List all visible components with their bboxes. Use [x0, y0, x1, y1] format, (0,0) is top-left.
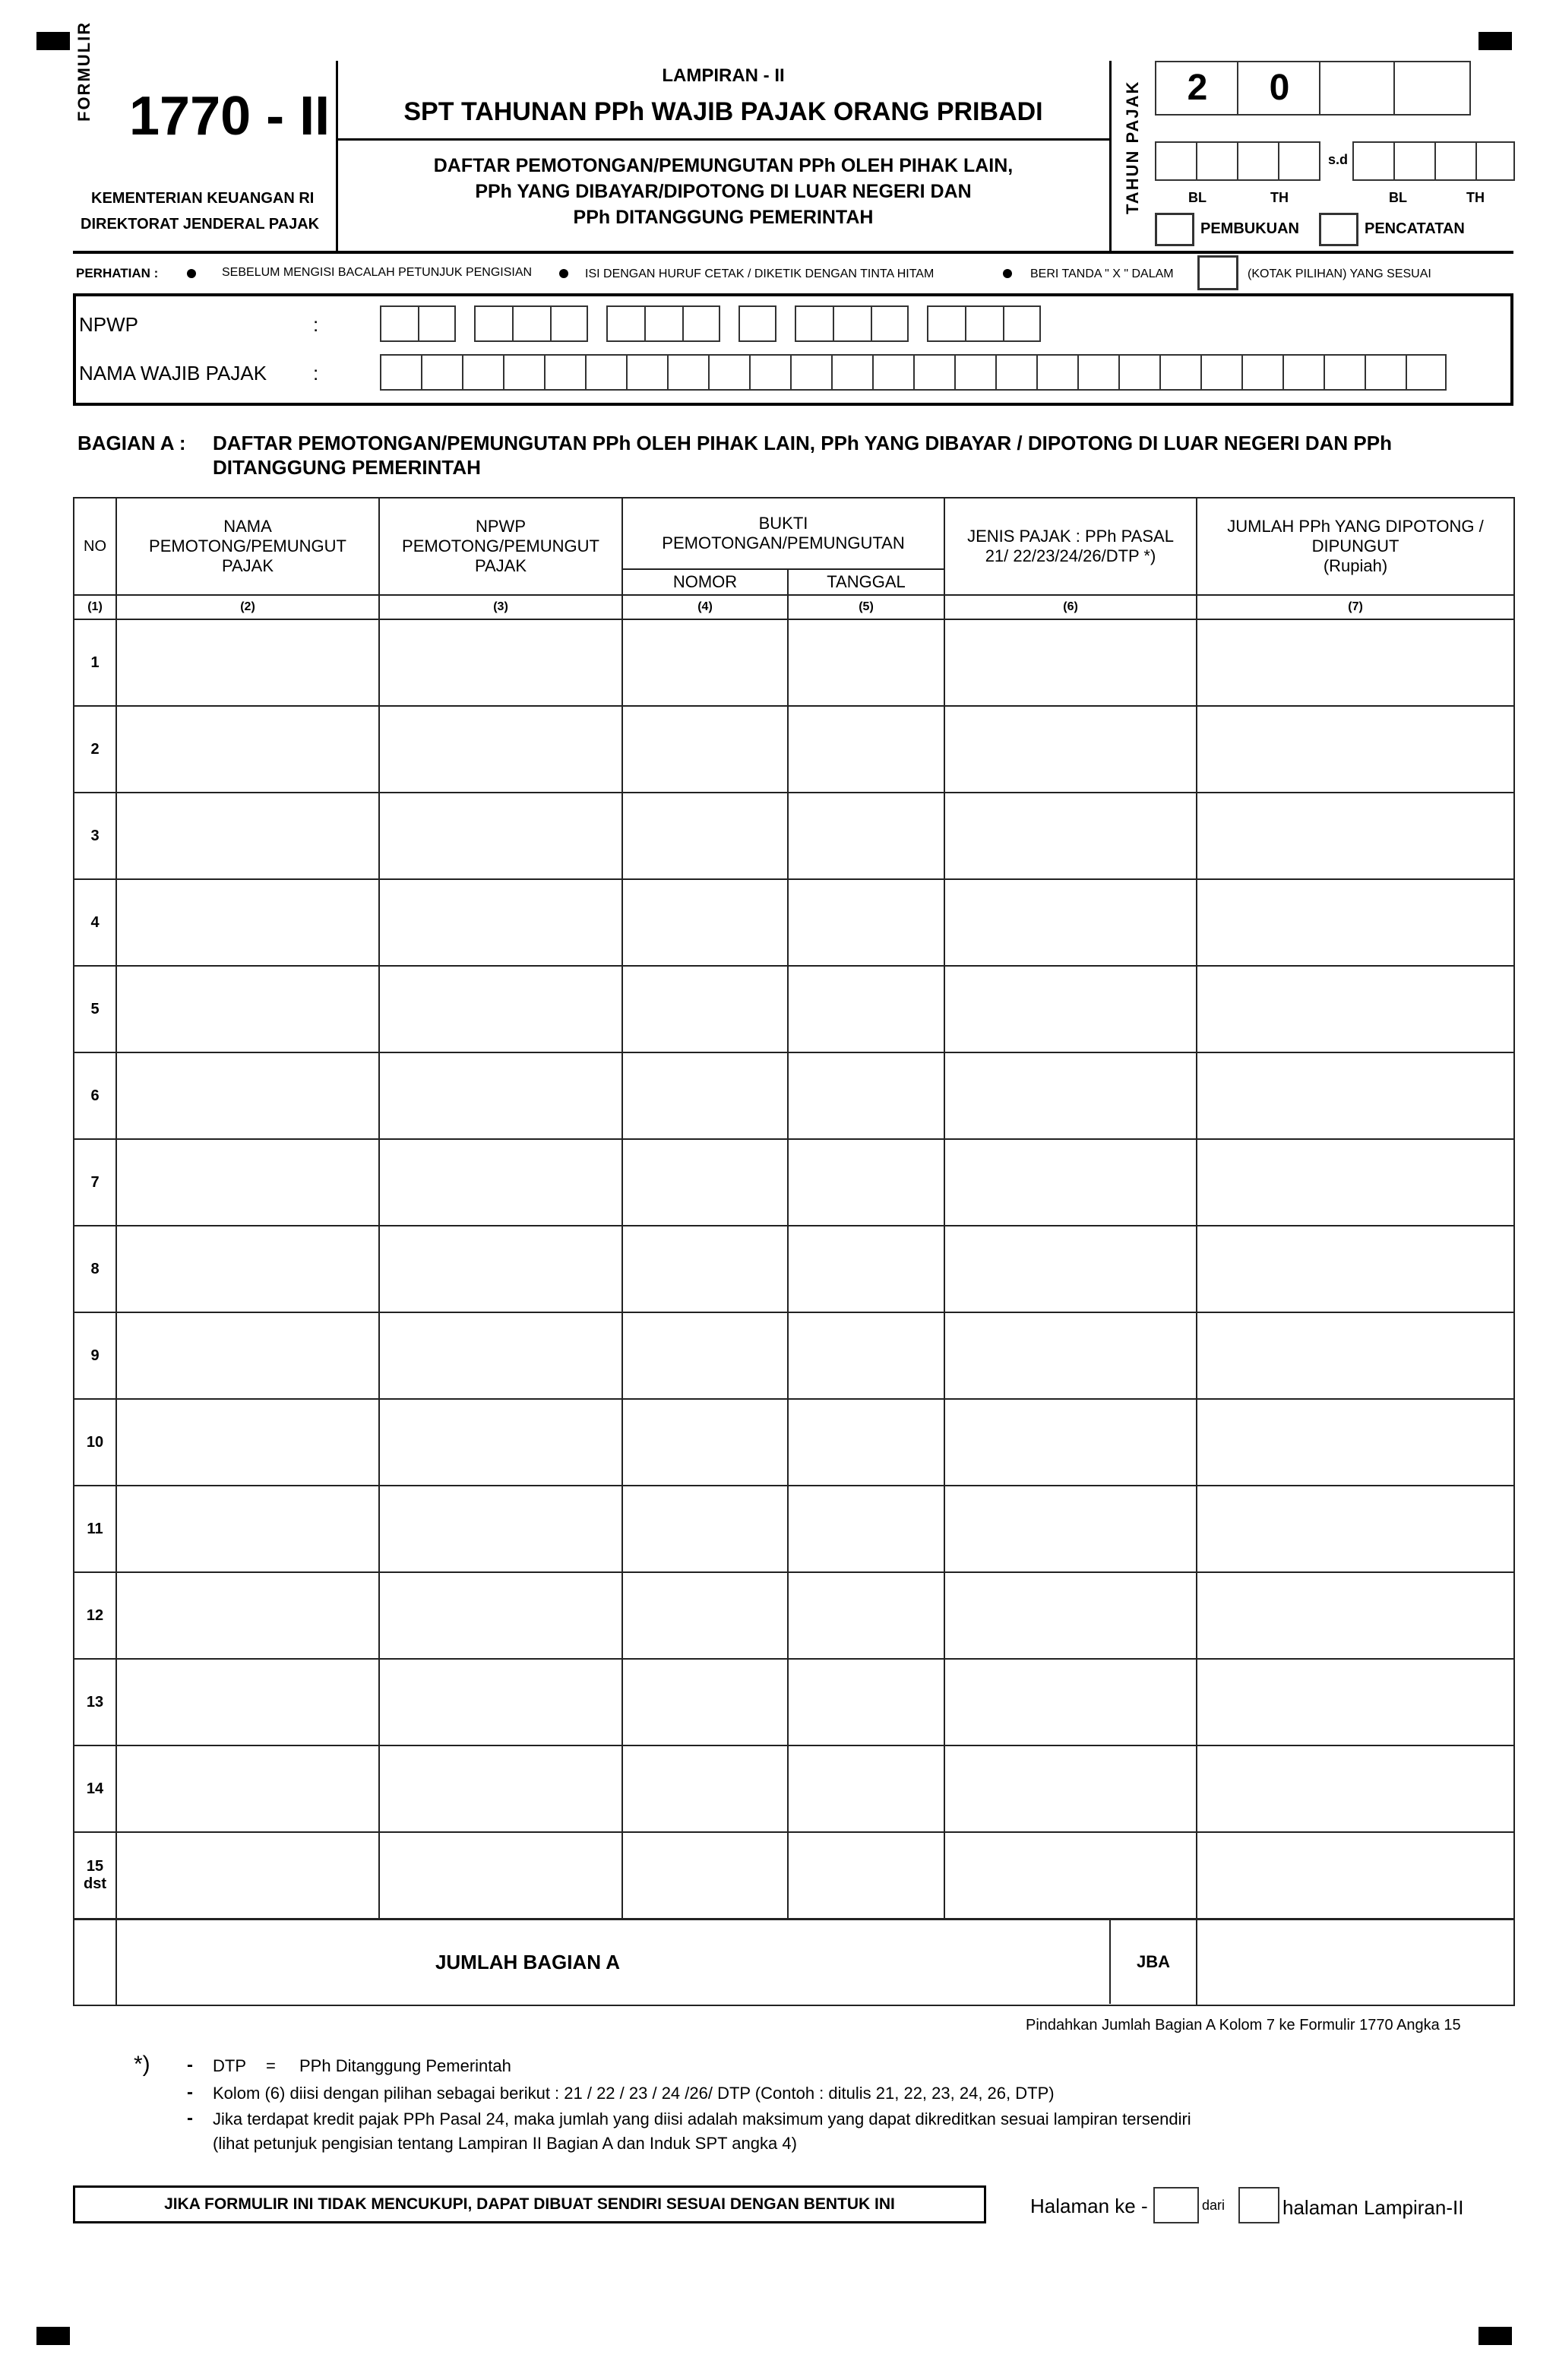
table-row [74, 1399, 1514, 1486]
pindahkan-note: Pindahkan Jumlah Bagian A Kolom 7 ke Formulir 1770 Angka 15 [1026, 2017, 1461, 2033]
registration-mark-bottom-right [1479, 2327, 1512, 2345]
tanggal-cell[interactable] [788, 1572, 944, 1659]
row-number-cell [74, 1832, 116, 1919]
jenis-cell[interactable] [944, 1312, 1197, 1399]
nama-cell[interactable] [116, 879, 379, 966]
npwp-group-5 [795, 305, 909, 342]
header-tanggal: TANGGAL [788, 569, 944, 595]
nama-cell[interactable] [1324, 354, 1365, 391]
sd-label: s.d [1328, 152, 1349, 167]
bagian-a-title-line-2: DITANGGUNG PEMERINTAH [213, 456, 481, 479]
nama-cell[interactable] [116, 619, 379, 706]
nama-cell[interactable] [790, 354, 831, 391]
npwp-cell[interactable] [474, 305, 512, 342]
nama-input[interactable] [380, 354, 1465, 391]
column-number: (7) [1197, 595, 1514, 619]
nama-cell[interactable] [585, 354, 626, 391]
nomor-cell[interactable] [622, 1312, 788, 1399]
jenis-cell[interactable] [944, 1659, 1197, 1745]
form-subtitle-line-2: PPh YANG DIBAYAR/DIPOTONG DI LUAR NEGERI DAN [475, 181, 972, 202]
period-start-month-1[interactable] [1155, 141, 1197, 181]
jenis-cell[interactable] [944, 879, 1197, 966]
nama-cell[interactable] [1241, 354, 1282, 391]
tanggal-cell[interactable] [788, 1226, 944, 1312]
bagian-a-label: BAGIAN A : [77, 432, 186, 454]
table-row [74, 619, 1514, 706]
bagian-a-table [73, 497, 1515, 2006]
npwp-cell[interactable] [379, 1745, 622, 1832]
formulir-label: FORMULIR [74, 21, 93, 122]
jumlah-cell[interactable] [1197, 966, 1514, 1052]
tanggal-cell[interactable] [788, 1832, 944, 1919]
perhatian-item-3-end: (KOTAK PILIHAN) YANG SESUAI [1248, 267, 1431, 280]
tanggal-cell[interactable] [788, 1659, 944, 1745]
header-jumlah-text: JUMLAH PPh YANG DIPOTONG / DIPUNGUT [1227, 517, 1484, 555]
row-number-dst: dst [84, 1875, 106, 1892]
tanggal-cell[interactable] [788, 879, 944, 966]
npwp-cell[interactable] [379, 966, 622, 1052]
npwp-label: NPWP [79, 313, 138, 336]
example-checkbox [1197, 255, 1238, 290]
form-subtitle-line-3: PPh DITANGGUNG PEMERINTAH [573, 207, 874, 228]
npwp-cell[interactable] [379, 1832, 622, 1919]
note-1-equals: = [266, 2056, 276, 2075]
npwp-cell[interactable] [644, 305, 682, 342]
npwp-cell[interactable] [795, 305, 833, 342]
row-number: 9 [74, 1312, 116, 1399]
nama-cell[interactable] [1365, 354, 1406, 391]
registration-mark-top-left [36, 32, 70, 50]
perhatian-item-2: ISI DENGAN HURUF CETAK / DIKETIK DENGAN TINTA HITAM [585, 267, 935, 280]
nama-cell[interactable] [116, 1486, 379, 1572]
total-value-cell[interactable] [1197, 1919, 1514, 2005]
column-number: (4) [622, 595, 788, 619]
form-title: SPT TAHUNAN PPh WAJIB PAJAK ORANG PRIBADI [403, 97, 1043, 126]
tanggal-cell[interactable] [788, 793, 944, 879]
nama-cell[interactable] [626, 354, 667, 391]
nomor-cell[interactable] [622, 879, 788, 966]
nama-cell[interactable] [116, 1832, 379, 1919]
nama-cell[interactable] [1036, 354, 1077, 391]
nama-colon: : [313, 362, 319, 385]
npwp-group-3 [606, 305, 720, 342]
nama-cell[interactable] [995, 354, 1036, 391]
nomor-cell[interactable] [622, 1745, 788, 1832]
nomor-cell[interactable] [622, 1659, 788, 1745]
tanggal-cell[interactable] [788, 1312, 944, 1399]
npwp-cell[interactable] [379, 1659, 622, 1745]
nama-cell[interactable] [421, 354, 462, 391]
npwp-cell[interactable] [965, 305, 1003, 342]
tanggal-cell[interactable] [788, 1745, 944, 1832]
nama-cell[interactable] [380, 354, 421, 391]
jba-wrapper [944, 1920, 1196, 2004]
column-number: (6) [944, 595, 1197, 619]
jenis-cell[interactable] [944, 1399, 1197, 1486]
nama-cell[interactable] [872, 354, 913, 391]
table-row [74, 1312, 1514, 1399]
period-end-year-2[interactable] [1475, 141, 1515, 181]
registration-mark-top-right [1479, 32, 1512, 50]
form-subtitle-line-1: DAFTAR PEMOTONGAN/PEMUNGUTAN PPh OLEH PIHAK LAIN, [433, 155, 1014, 176]
header-npwp: NPWP PEMOTONG/PEMUNGUT PAJAK [379, 498, 622, 595]
nama-cell[interactable] [116, 1139, 379, 1226]
nama-cell[interactable] [1282, 354, 1324, 391]
nama-cell[interactable] [116, 1659, 379, 1745]
header-no: NO [74, 498, 116, 595]
th-label-1: TH [1270, 190, 1289, 205]
npwp-cell[interactable] [379, 706, 622, 793]
period-start-month-2[interactable] [1196, 141, 1238, 181]
pembukuan-checkbox[interactable] [1155, 213, 1194, 246]
npwp-cell[interactable] [379, 1572, 622, 1659]
total-row [74, 1919, 1514, 2005]
jika-formulir-box [73, 2185, 986, 2223]
nama-cell[interactable] [116, 1312, 379, 1399]
column-number: (2) [116, 595, 379, 619]
period-end-year-1[interactable] [1434, 141, 1477, 181]
jumlah-cell[interactable] [1197, 879, 1514, 966]
registration-mark-bottom-left [36, 2327, 70, 2345]
nomor-cell[interactable] [622, 1832, 788, 1919]
nama-cell[interactable] [116, 1745, 379, 1832]
table-row [74, 1659, 1514, 1745]
nama-cell[interactable] [913, 354, 954, 391]
dari-label: dari [1202, 2198, 1226, 2213]
jenis-cell[interactable] [944, 1226, 1197, 1312]
npwp-cell[interactable] [379, 793, 622, 879]
row-number: 10 [74, 1399, 116, 1486]
jumlah-cell[interactable] [1197, 1832, 1514, 1919]
tanggal-cell[interactable] [788, 966, 944, 1052]
halaman-lampiran-label: halaman Lampiran-II [1282, 2196, 1464, 2219]
nama-cell[interactable] [503, 354, 544, 391]
note-1-text: PPh Ditanggung Pemerintah [299, 2056, 511, 2075]
nama-cell[interactable] [1118, 354, 1159, 391]
total-empty-cell [74, 1919, 116, 2005]
nama-cell[interactable] [116, 1052, 379, 1139]
npwp-cell[interactable] [550, 305, 588, 342]
header-jenis: JENIS PAJAK : PPh PASAL 21/ 22/23/24/26/DTP *) [944, 498, 1197, 595]
year-digit-2: 0 [1269, 68, 1290, 108]
header-jumlah [1197, 498, 1514, 595]
jumlah-cell[interactable] [1197, 1659, 1514, 1745]
nomor-cell[interactable] [622, 1139, 788, 1226]
form-number: 1770 - II [129, 86, 330, 147]
jika-formulir-text: JIKA FORMULIR INI TIDAK MENCUKUPI, DAPAT DIBUAT SENDIRI SESUAI DENGAN BENTUK INI [164, 2195, 895, 2213]
jenis-cell[interactable] [944, 706, 1197, 793]
period-start-year-2[interactable] [1278, 141, 1320, 181]
table-row [74, 706, 1514, 793]
npwp-colon: : [313, 313, 319, 336]
halaman-ke-input[interactable] [1153, 2187, 1199, 2223]
npwp-cell[interactable] [682, 305, 720, 342]
period-start-year-1[interactable] [1237, 141, 1279, 181]
header-mid-rule [336, 138, 1111, 141]
jba-label: JBA [1137, 1952, 1171, 1972]
year-digit-box-1[interactable] [1155, 61, 1240, 116]
nomor-cell[interactable] [622, 619, 788, 706]
note-marker: *) [134, 2052, 150, 2077]
npwp-group-2 [474, 305, 588, 342]
table-row [74, 1572, 1514, 1659]
ministry-name: KEMENTERIAN KEUANGAN RI [91, 190, 315, 207]
jenis-cell[interactable] [944, 966, 1197, 1052]
npwp-cell[interactable] [1003, 305, 1041, 342]
perhatian-label: PERHATIAN : [76, 266, 159, 280]
bullet-icon [187, 269, 196, 278]
bl-label-2: BL [1389, 190, 1407, 205]
bagian-a-title-line-1: DAFTAR PEMOTONGAN/PEMUNGUTAN PPh OLEH PIHAK LAIN, PPh YANG DIBAYAR / DIPOTONG DI LUAR NEGERI DAN PPh [213, 432, 1392, 454]
bl-label-1: BL [1188, 190, 1207, 205]
jumlah-cell[interactable] [1197, 1226, 1514, 1312]
nama-cell[interactable] [831, 354, 872, 391]
row-number: 3 [74, 793, 116, 879]
nomor-cell[interactable] [622, 1572, 788, 1659]
nomor-cell[interactable] [622, 1052, 788, 1139]
nama-cell[interactable] [667, 354, 708, 391]
jumlah-cell[interactable] [1197, 706, 1514, 793]
pembukuan-label: PEMBUKUAN [1200, 220, 1299, 237]
tanggal-cell[interactable] [788, 1486, 944, 1572]
note-3-text: Jika terdapat kredit pajak PPh Pasal 24, maka jumlah yang diisi adalah maksimum yang dapat dikreditkan sesuai lampiran tersendiri [213, 2109, 1191, 2128]
jumlah-cell[interactable] [1197, 1312, 1514, 1399]
jba-label-cell [1109, 1920, 1196, 2004]
nomor-cell[interactable] [622, 1486, 788, 1572]
tanggal-cell[interactable] [788, 619, 944, 706]
npwp-group-6 [927, 305, 1041, 342]
table-row [74, 1139, 1514, 1226]
lampiran-label: LAMPIRAN - II [662, 65, 785, 86]
row-number: 13 [74, 1659, 116, 1745]
nama-cell[interactable] [1077, 354, 1118, 391]
nomor-cell[interactable] [622, 1399, 788, 1486]
year-digit-box-4[interactable] [1393, 61, 1471, 116]
header-rupiah-text: (Rupiah) [1323, 556, 1388, 575]
table-row [74, 1486, 1514, 1572]
th-label-2: TH [1466, 190, 1485, 205]
npwp-cell[interactable] [380, 305, 418, 342]
pencatatan-label: PENCATATAN [1365, 220, 1465, 237]
pencatatan-checkbox[interactable] [1319, 213, 1358, 246]
table-row [74, 879, 1514, 966]
total-label-cell [116, 1919, 944, 2005]
header-bottom-rule [73, 251, 1513, 254]
nama-cell[interactable] [749, 354, 790, 391]
note-1-dtp: DTP [213, 2056, 246, 2075]
npwp-cell[interactable] [379, 1139, 622, 1226]
nama-cell[interactable] [116, 1572, 379, 1659]
nama-cell[interactable] [708, 354, 749, 391]
table-row [74, 1226, 1514, 1312]
total-spacer-cell [944, 1919, 1197, 2005]
nama-cell[interactable] [1200, 354, 1241, 391]
halaman-ke-label: Halaman ke - [1030, 2195, 1148, 2217]
npwp-cell[interactable] [606, 305, 644, 342]
jenis-cell[interactable] [944, 793, 1197, 879]
nama-cell[interactable] [116, 793, 379, 879]
header-nama: NAMA PEMOTONG/PEMUNGUT PAJAK [116, 498, 379, 595]
npwp-cell[interactable] [418, 305, 456, 342]
jumlah-cell[interactable] [1197, 1139, 1514, 1226]
nama-cell[interactable] [1159, 354, 1200, 391]
year-digit-1: 2 [1187, 68, 1208, 108]
period-end-month-1[interactable] [1352, 141, 1395, 181]
npwp-cell[interactable] [871, 305, 909, 342]
tanggal-cell[interactable] [788, 1052, 944, 1139]
table-body [74, 619, 1514, 1832]
npwp-cell[interactable] [927, 305, 965, 342]
npwp-cell[interactable] [379, 1486, 622, 1572]
table-row [74, 966, 1514, 1052]
jumlah-cell[interactable] [1197, 1486, 1514, 1572]
year-digit-box-3[interactable] [1319, 61, 1396, 116]
note-dash: - [187, 2055, 193, 2075]
row-number: 5 [74, 966, 116, 1052]
column-number: (5) [788, 595, 944, 619]
nama-cell[interactable] [116, 1399, 379, 1486]
jumlah-cell[interactable] [1197, 1745, 1514, 1832]
perhatian-item-1: SEBELUM MENGISI BACALAH PETUNJUK PENGISIAN [222, 266, 533, 279]
year-digit-box-2[interactable] [1237, 61, 1322, 116]
jumlah-cell[interactable] [1197, 793, 1514, 879]
tanggal-cell[interactable] [788, 1139, 944, 1226]
jenis-cell[interactable] [944, 1832, 1197, 1919]
directorate-name: DIREKTORAT JENDERAL PAJAK [81, 216, 320, 233]
nomor-cell[interactable] [622, 966, 788, 1052]
npwp-input[interactable] [380, 305, 1059, 342]
row-number: 14 [74, 1745, 116, 1832]
npwp-group-4 [738, 305, 776, 342]
halaman-total-input[interactable] [1238, 2187, 1279, 2223]
row-number: 1 [74, 619, 116, 706]
nomor-cell[interactable] [622, 1226, 788, 1312]
row-number: 6 [74, 1052, 116, 1139]
nama-cell[interactable] [116, 706, 379, 793]
header-bukti: BUKTI PEMOTONGAN/PEMUNGUTAN [622, 498, 944, 569]
table-header-row [74, 498, 1514, 569]
note-dash: - [187, 2108, 193, 2128]
note-4-text: (lihat petunjuk pengisian tentang Lampiran II Bagian A dan Induk SPT angka 4) [213, 2134, 797, 2153]
note-dash: - [187, 2082, 193, 2103]
nama-cell[interactable] [544, 354, 585, 391]
row-number: 7 [74, 1139, 116, 1226]
jumlah-cell[interactable] [1197, 1052, 1514, 1139]
jenis-cell[interactable] [944, 619, 1197, 706]
tanggal-cell[interactable] [788, 706, 944, 793]
nama-cell[interactable] [1406, 354, 1447, 391]
nomor-cell[interactable] [622, 793, 788, 879]
npwp-group-1 [380, 305, 456, 342]
jenis-cell[interactable] [944, 1139, 1197, 1226]
npwp-cell[interactable] [379, 1052, 622, 1139]
tahun-pajak-label: TAHUN PAJAK [1123, 80, 1142, 214]
row-number: 11 [74, 1486, 116, 1572]
jumlah-cell[interactable] [1197, 1572, 1514, 1659]
column-number-row [74, 595, 1514, 619]
jenis-cell[interactable] [944, 1052, 1197, 1139]
perhatian-item-3: BERI TANDA " X " DALAM [1030, 267, 1174, 280]
row-number: 4 [74, 879, 116, 966]
column-number: (1) [74, 595, 116, 619]
nama-label: NAMA WAJIB PAJAK [79, 362, 267, 385]
nama-cell[interactable] [116, 966, 379, 1052]
nama-cell[interactable] [954, 354, 995, 391]
jenis-cell[interactable] [944, 1745, 1197, 1832]
nama-cell[interactable] [462, 354, 503, 391]
jumlah-cell[interactable] [1197, 619, 1514, 706]
npwp-cell[interactable] [379, 1226, 622, 1312]
bullet-icon [559, 269, 568, 278]
npwp-cell[interactable] [379, 1312, 622, 1399]
npwp-cell[interactable] [512, 305, 550, 342]
npwp-cell[interactable] [738, 305, 776, 342]
npwp-cell[interactable] [833, 305, 871, 342]
table-row-last [74, 1832, 1514, 1919]
table-row [74, 793, 1514, 879]
table-row [74, 1052, 1514, 1139]
table-row [74, 1745, 1514, 1832]
tanggal-cell[interactable] [788, 1399, 944, 1486]
jumlah-cell[interactable] [1197, 1399, 1514, 1486]
npwp-cell[interactable] [379, 1399, 622, 1486]
bullet-icon [1003, 269, 1012, 278]
jumlah-bagian-a-label: JUMLAH BAGIAN A [435, 1950, 621, 1973]
jenis-cell[interactable] [944, 1486, 1197, 1572]
npwp-cell[interactable] [379, 879, 622, 966]
npwp-cell[interactable] [379, 619, 622, 706]
period-end-month-2[interactable] [1393, 141, 1436, 181]
note-2-text: Kolom (6) diisi dengan pilihan sebagai berikut : 21 / 22 / 23 / 24 /26/ DTP (Contoh : ditulis 21, 22, 23, 24, 26, DTP) [213, 2084, 1055, 2103]
nama-cells [380, 354, 1447, 391]
nama-cell[interactable] [116, 1226, 379, 1312]
jenis-cell[interactable] [944, 1572, 1197, 1659]
row-number: 2 [74, 706, 116, 793]
row-number: 12 [74, 1572, 116, 1659]
row-number: 8 [74, 1226, 116, 1312]
header-nomor: NOMOR [622, 569, 788, 595]
nomor-cell[interactable] [622, 706, 788, 793]
column-number: (3) [379, 595, 622, 619]
row-number-15: 15 [86, 1857, 104, 1875]
